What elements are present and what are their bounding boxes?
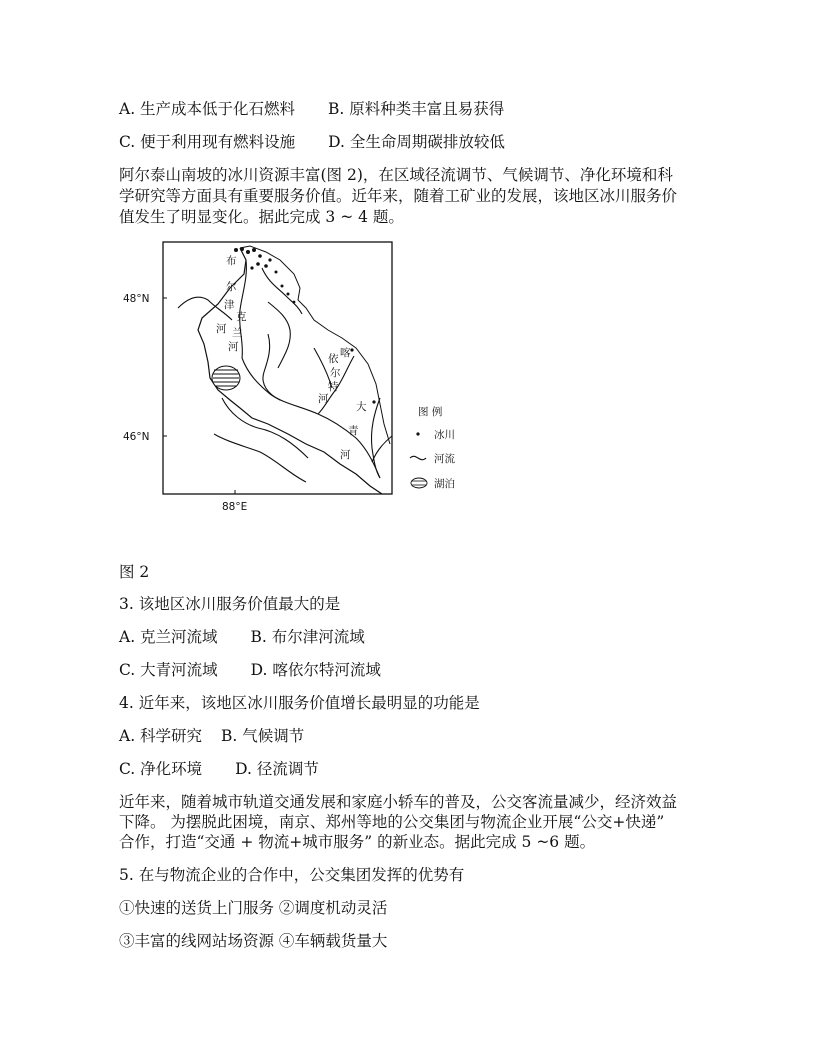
svg-text:尔: 尔 — [330, 367, 341, 379]
svg-text:河: 河 — [340, 449, 351, 461]
q2-option-b: B. 原料种类丰富且易获得 — [328, 100, 505, 118]
glacier-legend-icon — [416, 432, 419, 435]
svg-text:河: 河 — [318, 393, 329, 405]
svg-text:河: 河 — [228, 341, 239, 353]
legend-river: 河流 — [434, 453, 455, 465]
river-label-kelan — [228, 310, 247, 353]
svg-text:河: 河 — [216, 323, 227, 335]
q4-option-b: B. 气候调节 — [221, 727, 305, 745]
lon-88-label: 88°E — [222, 501, 248, 513]
svg-text:克: 克 — [236, 311, 247, 323]
svg-text:布: 布 — [226, 255, 237, 267]
glacier-intro-line-1: 阿尔泰山南坡的冰川资源丰富(图 2)，在区域径流调节、气候调节、净化环境和科 — [119, 166, 673, 184]
river-label-kayiertesi — [318, 346, 351, 405]
map-legend — [410, 405, 455, 490]
svg-text:津: 津 — [224, 299, 235, 311]
svg-text:青: 青 — [348, 425, 359, 437]
q2-option-c: C. 便于利用现有燃料设施 — [119, 133, 296, 151]
legend-title: 图 例 — [418, 406, 443, 418]
lat-48-label: 48°N — [123, 293, 150, 305]
glacier-map — [118, 238, 478, 518]
q3-options-row-1 — [119, 625, 365, 647]
q2-option-d: D. 全生命周期碳排放较低 — [328, 133, 505, 151]
q2-option-a: A. 生产成本低于化石燃料 — [119, 100, 296, 118]
bus-intro-line-1: 近年来，随着城市轨道交通发展和家庭小轿车的普及，公交客流量减少，经济效益 — [119, 793, 678, 811]
svg-text:尔: 尔 — [226, 281, 237, 293]
q3-option-b: B. 布尔津河流域 — [250, 628, 365, 646]
river-label-burjin — [216, 254, 237, 335]
lat-46-label: 46°N — [123, 431, 150, 443]
legend-glacier: 冰川 — [434, 429, 455, 441]
glacier-intro-line-3: 值发生了明显变化。据此完成 3 ~ 4 题。 — [119, 208, 404, 226]
q4-option-d: D. 径流调节 — [235, 760, 319, 778]
lake-icon — [212, 366, 240, 390]
q2-options-row-2 — [119, 130, 505, 152]
q5-items-row-1: ①快速的送货上门服务 ②调度机动灵活 — [119, 899, 388, 917]
bus-intro-line-2: 下降。 为摆脱此困境，南京、郑州等地的公交集团与物流企业开展“公交+快递” — [119, 813, 665, 831]
q3-options-row-2 — [119, 658, 381, 680]
q4-options-row-2 — [119, 757, 319, 779]
svg-text:大: 大 — [356, 401, 367, 413]
lake-legend-icon — [411, 478, 427, 488]
river-legend-icon — [410, 456, 426, 459]
q3-option-d: D. 喀依尔特河流域 — [250, 661, 381, 679]
q3-stem: 3. 该地区冰川服务价值最大的是 — [119, 595, 341, 613]
q4-option-c: C. 净化环境 — [119, 760, 203, 778]
region-boundary-ne — [240, 246, 390, 444]
svg-text:特: 特 — [328, 381, 339, 393]
q4-stem: 4. 近年来，该地区冰川服务价值增长最明显的功能是 — [119, 694, 480, 712]
bus-intro-line-3: 合作，打造“交通 + 物流+城市服务” 的新业态。据此完成 5 ~6 题。 — [119, 833, 596, 851]
svg-text:兰: 兰 — [232, 327, 243, 339]
figure-caption: 图 2 — [119, 563, 150, 581]
q4-options-row-1 — [119, 724, 304, 746]
map-frame — [163, 242, 392, 494]
river-network — [178, 260, 392, 482]
q3-option-c: C. 大青河流域 — [119, 661, 218, 679]
glacier-intro-line-2: 学研究等方面具有重要服务价值。近年来，随着工矿业的发展，该地区冰川服务价 — [119, 187, 678, 205]
q5-items-row-2: ③丰富的线网站场资源 ④车辆载货量大 — [119, 932, 388, 950]
q3-option-a: A. 克兰河流域 — [119, 628, 218, 646]
q5-stem: 5. 在与物流企业的合作中，公交集团发挥的优势有 — [119, 866, 465, 884]
svg-text:喀: 喀 — [340, 347, 351, 359]
q2-options-row-1 — [119, 97, 504, 119]
river-label-daqing — [340, 400, 367, 461]
q4-option-a: A. 科学研究 — [119, 727, 203, 745]
svg-text:依: 依 — [328, 353, 339, 365]
legend-lake: 湖泊 — [434, 478, 455, 490]
